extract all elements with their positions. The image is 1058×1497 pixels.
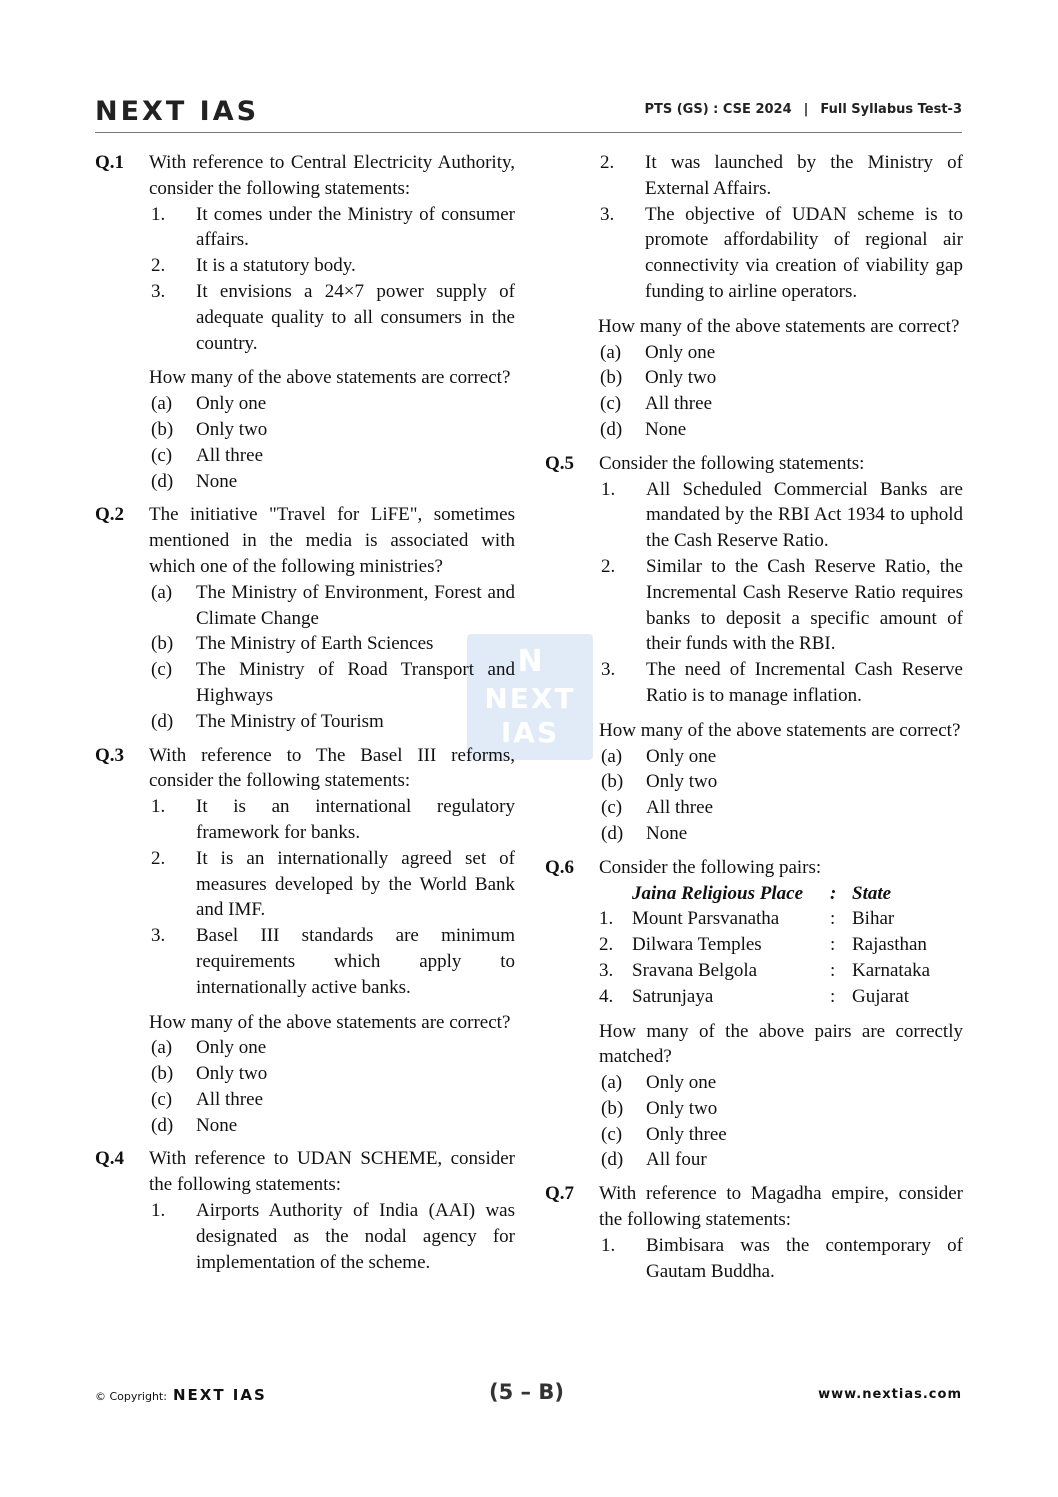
question-number: Q.3 bbox=[95, 744, 125, 766]
brand-logo: NEXT IAS bbox=[95, 96, 260, 127]
question-stem: With reference to UDAN SCHEME, consider the following statements: bbox=[149, 1148, 515, 1196]
question-ask: How many of the above statements are correct? bbox=[599, 719, 961, 741]
question-number: Q.7 bbox=[545, 1183, 575, 1205]
pairs-header bbox=[599, 881, 930, 907]
statement: 1. All Scheduled Commercial Banks are mandated by the RBI Act 1934 to uphold the Cash Reserve Ratio. bbox=[601, 478, 963, 552]
option-a[interactable]: (a) Only one bbox=[601, 1072, 717, 1094]
table-row: 2. Dilwara Temples : Rajasthan bbox=[599, 934, 927, 956]
question-ask: How many of the above pairs are correctly matched? bbox=[599, 1020, 963, 1068]
option-b[interactable]: (b) Only two bbox=[151, 1063, 268, 1085]
website-link[interactable]: www.nextias.com bbox=[818, 1387, 962, 1402]
header-info bbox=[644, 102, 962, 117]
table-row: 1. Mount Parsvanatha : Bihar bbox=[599, 908, 895, 930]
statement: 1. Airports Authority of India (AAI) was designated as the nodal agency for implementation of the scheme. bbox=[151, 1200, 515, 1273]
page-header bbox=[95, 96, 962, 133]
question-number: Q.2 bbox=[95, 504, 125, 526]
option-c[interactable]: (c) All three bbox=[600, 393, 713, 415]
left-column bbox=[95, 150, 515, 1283]
right-column bbox=[545, 150, 963, 1292]
option-b[interactable]: (b) Only two bbox=[601, 771, 718, 793]
question-1 bbox=[95, 150, 515, 494]
question-stem: With reference to Central Electricity Authority, consider the following statements: bbox=[149, 152, 515, 199]
question-stem: Consider the following pairs: bbox=[599, 856, 822, 878]
question-number: Q.6 bbox=[545, 856, 575, 878]
column-header-place: Jaina Religious Place bbox=[632, 882, 803, 904]
statement: 2. It is a statutory body. bbox=[151, 255, 356, 277]
option-c[interactable]: (c) The Ministry of Road Transport and Highways bbox=[151, 659, 515, 706]
option-d[interactable]: (d) None bbox=[151, 1114, 238, 1136]
pairs-table bbox=[599, 881, 930, 1010]
question-5 bbox=[545, 451, 963, 847]
option-b[interactable]: (b) Only two bbox=[601, 1097, 718, 1119]
question-number: Q.4 bbox=[95, 1148, 125, 1170]
question-stem: With reference to The Basel III reforms, consider the following statements: bbox=[149, 744, 515, 792]
question-ask: How many of the above statements are correct? bbox=[149, 367, 511, 389]
statement: 1. Bimbisara was the contemporary of Gautam Buddha. bbox=[601, 1234, 963, 1282]
question-stem: The initiative "Travel for LiFE", sometimes mentioned in the media is associated with which one of the following ministries? bbox=[149, 504, 515, 577]
test-name: Full Syllabus Test-3 bbox=[820, 102, 962, 117]
option-d[interactable]: (d) None bbox=[601, 822, 688, 844]
option-a[interactable]: (a) Only one bbox=[151, 393, 267, 415]
statement: 2. It was launched by the Ministry of External Affairs. bbox=[600, 152, 963, 199]
question-number: Q.1 bbox=[95, 152, 125, 173]
question-ask: How many of the above statements are correct? bbox=[598, 315, 960, 337]
question-3 bbox=[95, 743, 515, 1139]
question-stem: Consider the following statements: bbox=[599, 452, 865, 474]
option-a[interactable]: (a) Only one bbox=[601, 745, 717, 767]
exam-name: PTS (GS) : CSE 2024 bbox=[644, 102, 792, 117]
page-number: (5 – B) bbox=[489, 1380, 564, 1404]
table-row: 4. Satrunjaya : Gujarat bbox=[599, 985, 909, 1007]
footer-brand: NEXT IAS bbox=[172, 1386, 267, 1404]
option-d[interactable]: (d) All four bbox=[601, 1149, 707, 1171]
copyright: © Copyright: NEXT IAS bbox=[95, 1386, 267, 1404]
statement: 2. It is an internationally agreed set of measures developed by the World Bank and IMF. bbox=[151, 847, 515, 921]
watermark-top: N bbox=[517, 644, 543, 679]
question-6 bbox=[545, 855, 963, 1174]
statement: 1. It comes under the Ministry of consumer affairs. bbox=[151, 203, 515, 251]
question-2 bbox=[95, 502, 515, 734]
question-stem: With reference to Magadha empire, consider the following statements: bbox=[599, 1183, 963, 1231]
watermark-bottom: IAS bbox=[500, 716, 560, 749]
watermark-mid: NEXT bbox=[484, 682, 576, 715]
option-c[interactable]: (c) All three bbox=[151, 444, 264, 466]
question-4-continued bbox=[545, 150, 963, 443]
statement: 2. Similar to the Cash Reserve Ratio, the Incremental Cash Reserve Ratio requires banks to deposit a specific amount of their funds with the RBI. bbox=[601, 555, 963, 655]
option-a[interactable]: (a) Only one bbox=[600, 341, 716, 363]
option-a[interactable]: (a) The Ministry of Environment, Forest and Climate Change bbox=[151, 581, 515, 629]
table-row: 3. Sravana Belgola : Karnataka bbox=[599, 959, 931, 981]
option-c[interactable]: (c) All three bbox=[151, 1088, 264, 1110]
option-b[interactable]: (b) Only two bbox=[600, 367, 717, 389]
question-number: Q.5 bbox=[545, 452, 575, 474]
option-d[interactable]: (d) None bbox=[151, 470, 238, 492]
question-7 bbox=[545, 1181, 963, 1284]
option-c[interactable]: (c) Only three bbox=[601, 1123, 727, 1145]
statement: 3. The objective of UDAN scheme is to promote affordability of regional air connectivity via creation of viability gap funding to airline operators. bbox=[600, 203, 963, 302]
column-header-colon: : bbox=[830, 882, 837, 904]
option-d[interactable]: (d) None bbox=[600, 418, 687, 440]
option-c[interactable]: (c) All three bbox=[601, 797, 714, 819]
option-a[interactable]: (a) Only one bbox=[151, 1037, 267, 1059]
statement: 3. The need of Incremental Cash Reserve Ratio is to manage inflation. bbox=[601, 659, 963, 706]
option-d[interactable]: (d) The Ministry of Tourism bbox=[151, 710, 384, 732]
option-b[interactable]: (b) The Ministry of Earth Sciences bbox=[151, 633, 434, 655]
statement: 3. It envisions a 24×7 power supply of adequate quality to all consumers in the country. bbox=[151, 280, 515, 354]
statement: 3. Basel III standards are minimum requirements which apply to internationally active banks. bbox=[151, 925, 515, 998]
option-b[interactable]: (b) Only two bbox=[151, 418, 268, 440]
header-separator: | bbox=[803, 102, 809, 117]
question-4 bbox=[95, 1146, 515, 1275]
column-header-state: State bbox=[852, 882, 892, 904]
page-footer bbox=[95, 1380, 962, 1410]
question-ask: How many of the above statements are correct? bbox=[149, 1011, 511, 1033]
statement: 1. It is an international regulatory framework for banks. bbox=[151, 796, 515, 843]
